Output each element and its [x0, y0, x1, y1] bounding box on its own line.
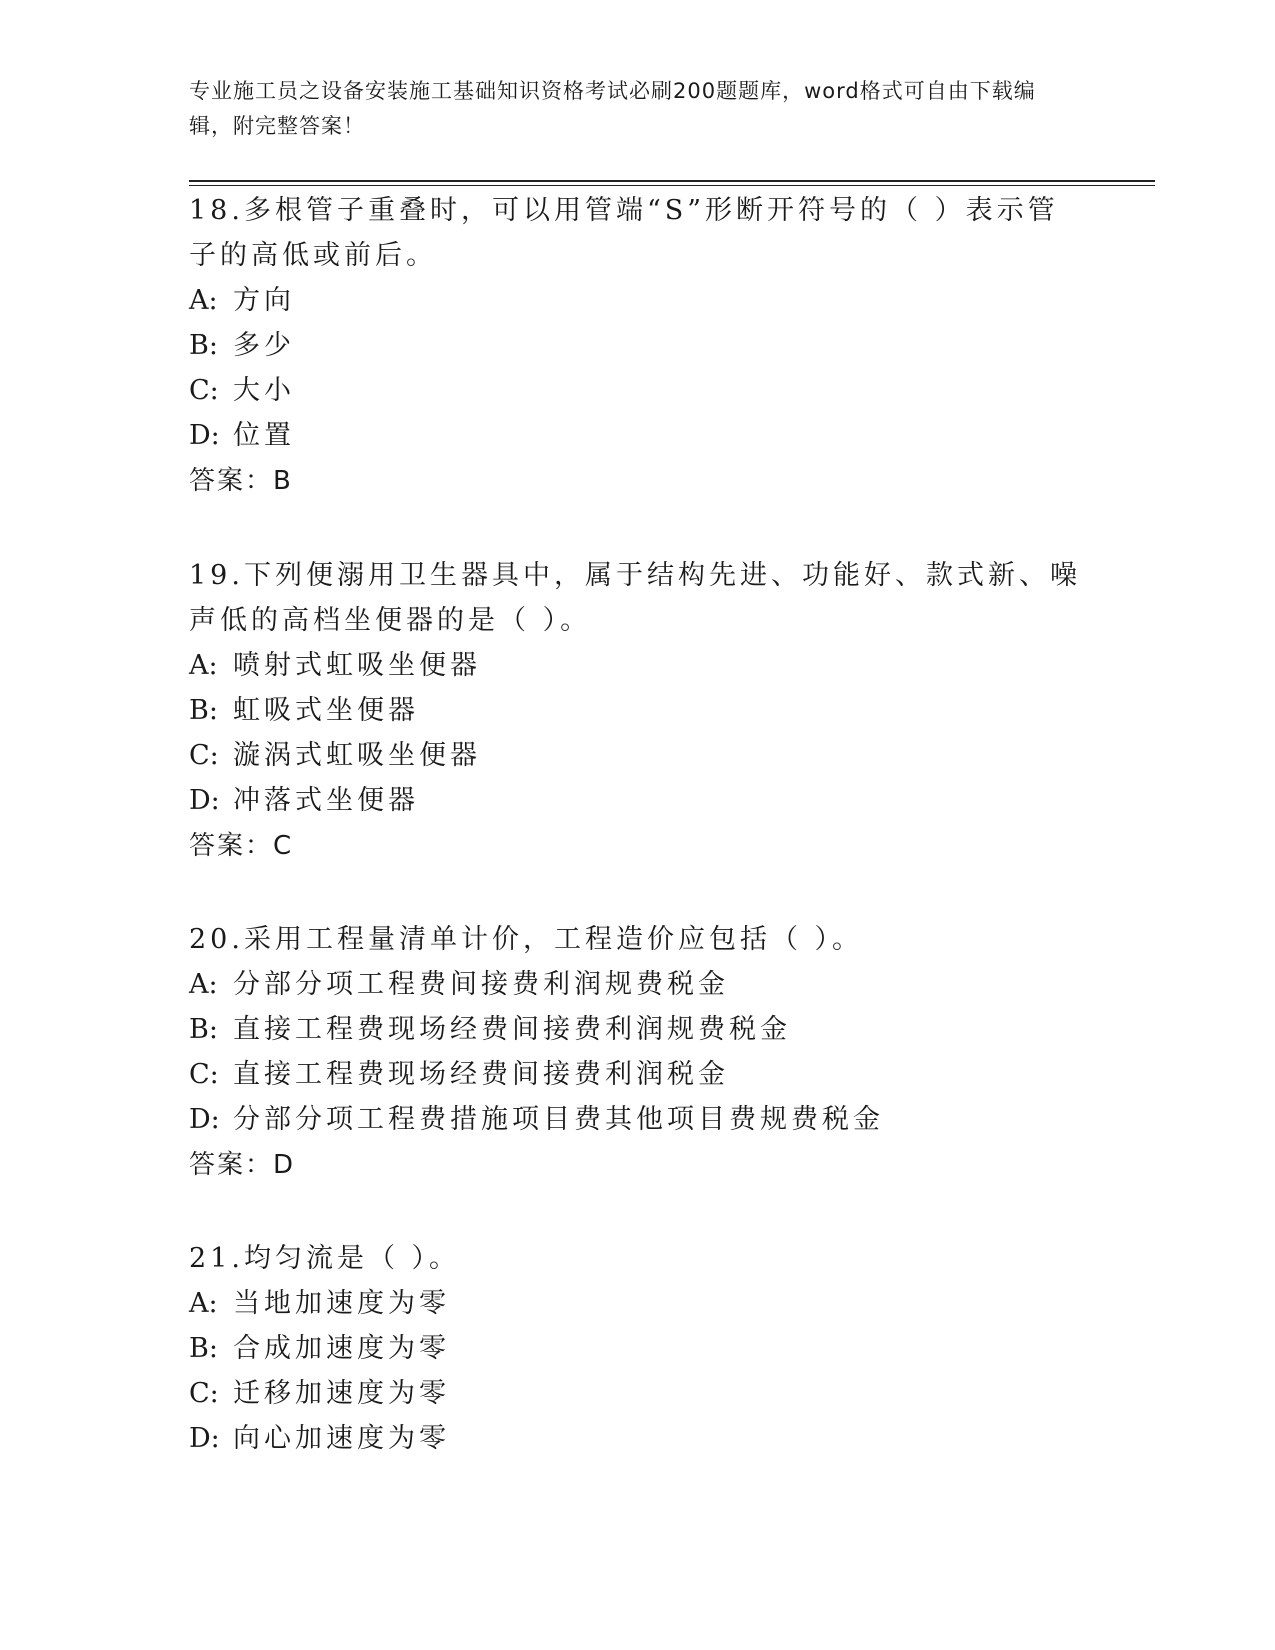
option-text: 位置 — [233, 420, 295, 451]
option-letter: D: — [189, 1423, 220, 1454]
option-text: 当地加速度为零 — [233, 1288, 450, 1319]
option-text: 多少 — [233, 330, 295, 361]
question-19 — [189, 553, 1089, 869]
option-text: 直接工程费现场经费间接费利润税金 — [233, 1059, 729, 1090]
option-text: 迁移加速度为零 — [233, 1378, 450, 1409]
option-a — [189, 643, 1089, 688]
option-letter: D: — [189, 785, 220, 816]
option-letter: C: — [189, 740, 219, 771]
document-header: 专业施工员之设备安装施工基础知识资格考试必刷200题题库，word格式可自由下载编辑，附完整答案！ — [189, 79, 1036, 138]
option-text: 向心加速度为零 — [233, 1423, 450, 1454]
question-stem: 21.均匀流是（ ）。 — [189, 1243, 461, 1274]
option-letter: A: — [189, 285, 218, 316]
option-text: 冲落式坐便器 — [233, 785, 419, 816]
answer-line: 答案：C — [189, 831, 294, 861]
option-c — [189, 1371, 1089, 1416]
option-c — [189, 368, 1089, 413]
option-c — [189, 733, 1089, 778]
option-letter: A: — [189, 650, 218, 681]
option-text: 大小 — [233, 375, 295, 406]
option-d — [189, 1097, 1089, 1142]
option-letter: A: — [189, 1288, 218, 1319]
option-d — [189, 778, 1089, 823]
option-letter: C: — [189, 1378, 219, 1409]
option-text: 漩涡式虹吸坐便器 — [233, 740, 481, 771]
option-b — [189, 688, 1089, 733]
option-text: 虹吸式坐便器 — [233, 695, 419, 726]
option-text: 直接工程费现场经费间接费利润规费税金 — [233, 1014, 791, 1045]
option-letter: B: — [189, 1014, 218, 1045]
option-b — [189, 1326, 1089, 1371]
answer-line: 答案：B — [189, 466, 293, 496]
option-text: 方向 — [233, 285, 295, 316]
question-stem: 20.采用工程量清单计价，工程造价应包括（ ）。 — [189, 924, 864, 955]
option-d — [189, 413, 1089, 458]
option-b — [189, 323, 1089, 368]
answer-line: 答案：D — [189, 1150, 296, 1180]
question-21 — [189, 1236, 1089, 1461]
option-letter: B: — [189, 330, 218, 361]
question-18 — [189, 188, 1089, 504]
question-stem: 19.下列便溺用卫生器具中，属于结构先进、功能好、款式新、噪声低的高档坐便器的是（ ）。 — [189, 560, 1081, 636]
option-a — [189, 962, 1089, 1007]
option-letter: C: — [189, 1059, 219, 1090]
header-divider — [189, 180, 1155, 186]
option-text: 喷射式虹吸坐便器 — [233, 650, 481, 681]
option-text: 分部分项工程费间接费利润规费税金 — [233, 969, 729, 1000]
option-c — [189, 1052, 1089, 1097]
option-b — [189, 1007, 1089, 1052]
option-letter: C: — [189, 375, 219, 406]
option-letter: A: — [189, 969, 218, 1000]
option-d — [189, 1416, 1089, 1461]
option-letter: B: — [189, 695, 218, 726]
option-letter: D: — [189, 1104, 220, 1135]
option-letter: B: — [189, 1333, 218, 1364]
option-a — [189, 1281, 1089, 1326]
option-text: 分部分项工程费措施项目费其他项目费规费税金 — [233, 1104, 884, 1135]
option-letter: D: — [189, 420, 220, 451]
question-stem: 18.多根管子重叠时，可以用管端“S”形断开符号的（ ）表示管子的高低或前后。 — [189, 195, 1059, 271]
option-a — [189, 278, 1089, 323]
option-text: 合成加速度为零 — [233, 1333, 450, 1364]
question-20 — [189, 917, 1089, 1188]
